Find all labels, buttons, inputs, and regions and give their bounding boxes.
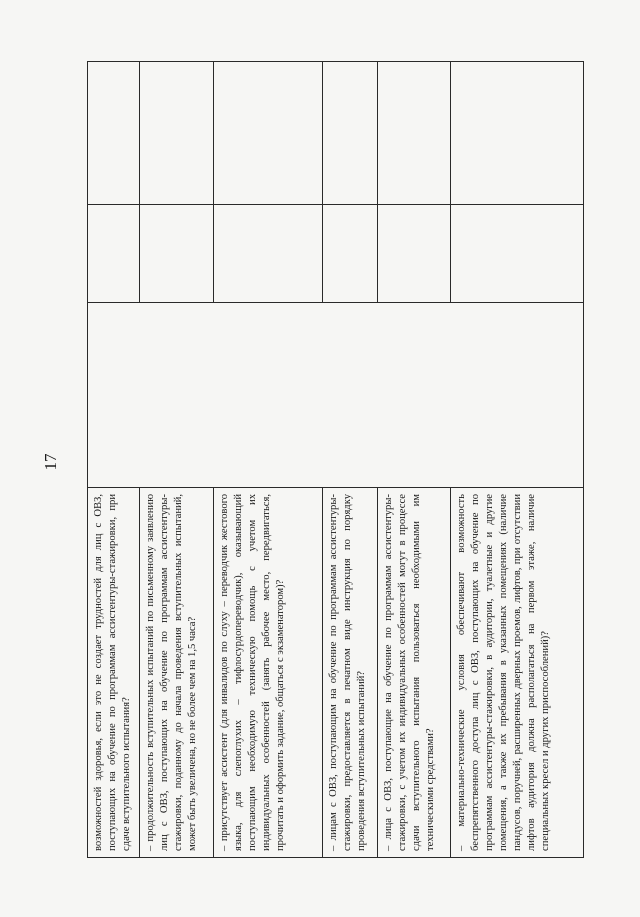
criterion-cell: – присутствует ассистент (для инвалидов по слуху – переводчик жестового языка, для слепоглухих – тифлосурдопереводчик), оказывающий поступающим необходимую техническую помощь с учетом их индивидуальных особенностей (занять рабочее место, передвигаться, прочитать и оформить задание, общаться с экзаменатором)? bbox=[214, 488, 323, 858]
blank-cell bbox=[214, 205, 323, 303]
blank-cell bbox=[88, 205, 140, 303]
assessment-table bbox=[87, 61, 584, 858]
blank-cell bbox=[214, 62, 323, 205]
criterion-cell: – лица с ОВЗ, поступающие на обучение по программам ассистентуры-стажировки, с учетом их индивидуальных особенностей могут в процессе сдачи вступительного испытания пользоваться необходимыми им техническими средствами? bbox=[378, 488, 451, 858]
page-number: 17 bbox=[41, 453, 60, 471]
blank-cell bbox=[88, 62, 140, 205]
table-row bbox=[88, 62, 140, 858]
blank-cell bbox=[378, 62, 451, 205]
blank-cell bbox=[140, 62, 214, 205]
blank-cell bbox=[451, 205, 584, 303]
blank-cell bbox=[451, 62, 584, 205]
criterion-cell: – лицам с ОВЗ, поступающим на обучение по программам ассистентуры-стажировки, предоставляется в печатном виде инструкция по порядку проведения вступительных испытаний? bbox=[323, 488, 378, 858]
criterion-cell: возможностей здоровья, если это не создает трудностей для лиц с ОВЗ, поступающих на обучение по программам ассистентуры-стажировки, при сдаче вступительного испытания? bbox=[88, 488, 140, 858]
blank-cell bbox=[88, 303, 584, 488]
criterion-cell: – материально-технические условия обеспечивают возможность беспрепятственного доступа лиц с ОВЗ, поступающих на обучение по программам ассистентуры-стажировки, в аудитории, туалетные и другие помещения, а также их пребывания в указанных помещениях (наличие пандусов, поручней, расширенных дверных проемов, лифтов, при отсутствии лифтов аудитория должна располагаться на первом этаже, наличие специальных кресел и других приспособлений)? bbox=[451, 488, 584, 858]
criterion-cell: – продолжительность вступительных испытаний по письменному заявлению лиц с ОВЗ, поступающих на обучение по программам ассистентуры-стажировки, поданному до начала проведения вступительных испытаний, может быть увеличена, но не более чем на 1,5 часа? bbox=[140, 488, 214, 858]
blank-cell bbox=[323, 205, 378, 303]
blank-cell bbox=[140, 205, 214, 303]
rotated-table bbox=[87, 62, 583, 858]
blank-cell bbox=[323, 62, 378, 205]
blank-cell bbox=[378, 205, 451, 303]
